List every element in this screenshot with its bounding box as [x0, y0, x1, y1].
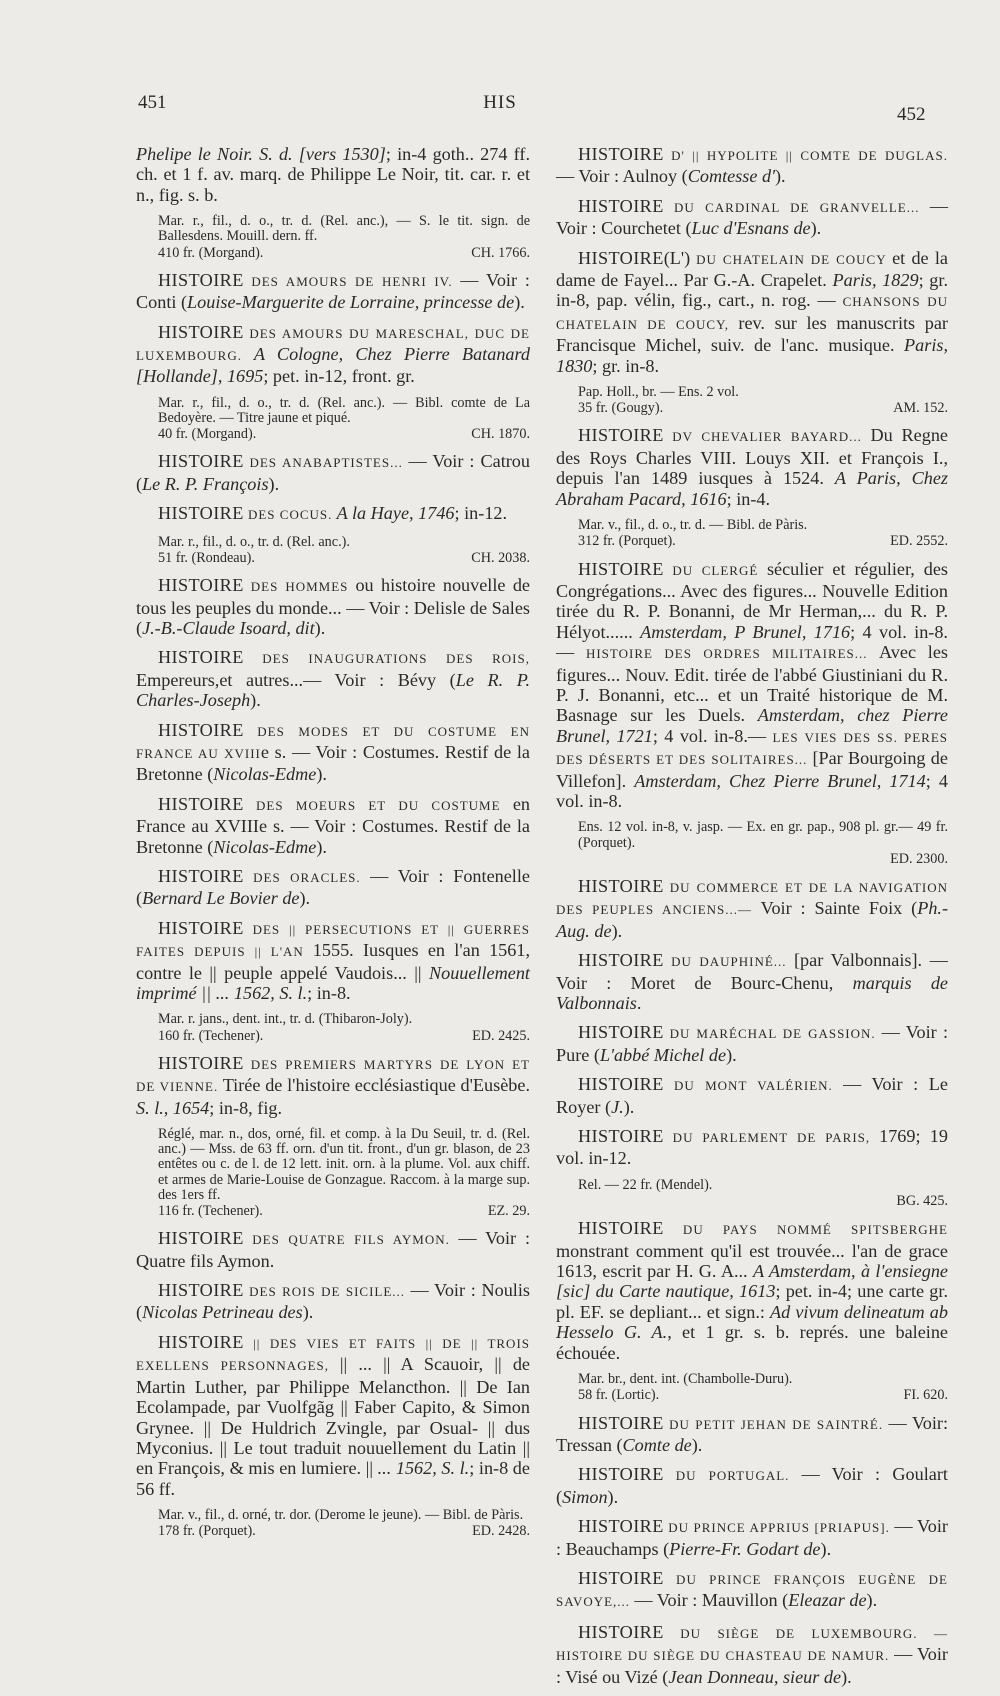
catalog-entry [136, 1228, 530, 1271]
entry-text [136, 503, 530, 525]
entry-heading: HISTOIRE [158, 575, 244, 596]
entry-segment: e s. — Voir : Costumes. Restif de la Bretonne ( [136, 741, 530, 785]
entry-segment: DES INAUGURATIONS DES ROIS, [243, 651, 530, 667]
right-page-number: 452 [897, 104, 926, 125]
running-head: HIS [483, 92, 517, 113]
sale-line [556, 1388, 948, 1403]
entry-segment: DU MARÉCHAL DE GASSION. [663, 1026, 882, 1042]
entry-segment: ; in-8, fig. [209, 1097, 283, 1118]
entry-text [556, 1126, 948, 1169]
entry-segment: Comtesse d' [687, 166, 775, 187]
entry-segment: ). [866, 1590, 878, 1611]
entry-heading: HISTOIRE [158, 793, 244, 814]
binding-note: Mar. r. jans., dent. int., tr. d. (Thibaron-Joly). [158, 1011, 413, 1028]
entry-segment: ; gr. in-8. [592, 355, 660, 376]
entry-segment: et de la dame de Fayel... Par G.-A. Crapelet. [556, 247, 948, 291]
entry-segment: DES AMOURS DE HENRI IV. [243, 273, 461, 289]
entry-segment: Pierre-Fr. Godart de [669, 1538, 821, 1559]
entry-segment: Nicolas Petrineau des [142, 1302, 303, 1323]
catalog-entry [556, 950, 948, 1013]
entry-segment: Bernard Le Bovier de [142, 888, 300, 909]
entry-text [136, 322, 530, 387]
sale-price: 116 fr. (Techener). [158, 1203, 263, 1220]
sale-price: 51 fr. (Rondeau). [158, 549, 255, 566]
entry-segment: DES HOMMES [243, 579, 356, 595]
entry-segment: ; pet. in-12, front. gr. [263, 366, 415, 387]
sale-price: 58 fr. (Lortic). [578, 1387, 660, 1404]
entry-text [556, 950, 948, 1013]
entry-heading: HISTOIRE [158, 647, 244, 668]
entry-text [556, 1464, 948, 1507]
page-header [0, 92, 1000, 125]
entry-segment: Eleazar de [788, 1590, 867, 1611]
entry-segment: monstrant comment qu'il est trouvée... l'an de grace 1613, escrit par H. G. A... [556, 1240, 948, 1282]
entry-heading: HISTOIRE [158, 1052, 244, 1073]
binding-note: Mar. r., fil., d. o., tr. d. (Rel. anc.). — Bibl. comte de La Bedoyère. — Titre jaune et piqué. [158, 394, 530, 427]
catalog-entry [136, 1053, 530, 1219]
entry-segment: DES ROIS DE SICILE... [243, 1284, 411, 1300]
entry-segment: DES ORACLES. [243, 869, 371, 885]
sale-reference: EZ. 29. [487, 1203, 530, 1220]
entry-heading: HISTOIRE [578, 1022, 664, 1043]
entry-segment: CHANSONS DU CHATELAIN DE COUCY, [556, 294, 948, 332]
entry-text [556, 425, 948, 509]
catalog-entry [556, 1413, 948, 1456]
entry-segment: — Voir : Conti ( [136, 269, 530, 313]
entry-segment: — Voir : Fontenelle ( [136, 865, 530, 909]
entry-heading: HISTOIRE [578, 195, 664, 216]
sale-reference: CH. 1766. [471, 244, 530, 261]
sale-price: 40 fr. (Morgand). [158, 426, 257, 443]
entry-segment: Voir : Sainte Foix ( [760, 898, 918, 919]
entry-segment: DES MODES ET DU COSTUME EN FRANCE AU XVIII [136, 723, 530, 761]
entry-heading: HISTOIRE [578, 558, 664, 579]
entry-segment: || ... || A Scauoir, || de Martin Luther, par Philippe Melancthon. || De Ian Ecolampade, par Vuolfgãg || Faber Capito, & Simon Grynee. || De Huldrich Zvingle, par Osual- || dus Myconius. || Le tout traduit nouuellement du Latin || en François, & mis en lumiere. || [136, 1354, 530, 1479]
entry-segment: [Par Bourgoing de Villefon]. [556, 748, 948, 791]
entry-segment: J.-B.-Claude Isoard, dit [142, 617, 315, 638]
entry-heading: HISTOIRE [158, 269, 244, 290]
entry-segment: Paris, 1830 [556, 335, 948, 376]
entry-text [136, 794, 530, 857]
entry-segment: DV CHEVALIER BAYARD... [663, 429, 871, 445]
entry-segment: Phelipe le Noir. S. d. [vers 1530] [136, 144, 386, 164]
entry-text [556, 1074, 948, 1117]
entry-heading: HISTOIRE [578, 1074, 664, 1095]
entry-heading: HISTOIRE [158, 1331, 244, 1352]
entry-segment: ; pet. in-4; une carte gr. pl. EF. se depliant... et sign.: [556, 1281, 948, 1322]
entry-segment: DU PRINCE FRANÇOIS EUGÈNE DE SAVOYE,... [556, 1571, 948, 1610]
entry-heading: HISTOIRE [158, 503, 244, 524]
entry-segment: ). [314, 617, 326, 638]
entry-segment: — Voir : Beauchamps ( [556, 1516, 948, 1559]
entry-heading: HISTOIRE [578, 247, 664, 268]
entry-segment: — Voir : Visé ou Vizé ( [556, 1644, 948, 1687]
entry-segment: ). [810, 218, 822, 239]
catalog-entry [136, 1280, 530, 1323]
entry-text [136, 1228, 530, 1271]
entry-segment: ). [611, 920, 623, 941]
entry-heading: HISTOIRE [578, 1126, 664, 1147]
entry-segment: ... 1562, S. l. [377, 1458, 470, 1479]
entry-segment: ). [841, 1666, 852, 1687]
entry-segment: Nicolas-Edme [213, 836, 317, 857]
sale-line [136, 246, 530, 261]
entry-heading: HISTOIRE [578, 1464, 664, 1485]
binding-note: Mar. r., fil., d. o., tr. d. (Rel. anc.), — S. le tit. sign. de Ballesdens. Mouill. dern. ff. [158, 213, 530, 245]
entry-segment: ; 4 vol. in-8.— [652, 725, 773, 746]
entry-segment: ). [607, 1486, 619, 1507]
sale-line [556, 401, 948, 416]
entry-segment: ). [514, 292, 525, 313]
catalog-entry [136, 866, 530, 909]
entry-segment: Amsterdam, Chez Pierre Brunel, 1714 [634, 770, 926, 791]
catalog-entry [556, 1464, 948, 1507]
entry-text [556, 248, 948, 376]
entry-text [136, 647, 530, 710]
entry-segment: Empereurs,et autres...— Voir : Bévy ( [136, 669, 456, 690]
entry-text [556, 559, 948, 812]
entry-segment: ; 4 vol. in-8. [556, 770, 948, 811]
sale-line [556, 534, 948, 549]
entry-segment: DU PARLEMENT DE PARIS, [663, 1130, 880, 1146]
entry-segment: — Voir: Tressan ( [556, 1412, 948, 1455]
sale-reference: ED. 2425. [472, 1027, 530, 1044]
entry-text [556, 1413, 948, 1456]
entry-segment: DES ANABAPTISTES... [243, 455, 409, 471]
entry-segment: ; in-4 goth.. 274 ff. ch. et 1 f. av. marq. de Philippe Le Noir, tit. car. r. et n., fig. s. b. [136, 144, 530, 205]
entry-segment: — Voir : Courchetet ( [556, 195, 948, 239]
sale-line [136, 551, 530, 566]
entry-segment: A Amsterdam, à l'ensiegne [sic] du Carte nautique, 1613 [556, 1261, 948, 1302]
entry-segment: DU PORTUGAL. [663, 1468, 802, 1484]
entry-segment: L'abbé Michel de [599, 1044, 727, 1065]
entry-heading: HISTOIRE [158, 451, 244, 472]
entry-segment: Tirée de l'histoire ecclésiastique d'Eusèbe. [222, 1075, 530, 1096]
binding-note: Mar. v., fil., d. orné, tr. dor. (Derome le jeune). — Bibl. de Pàris. [158, 1507, 524, 1524]
binding-note: Mar. r., fil., d. o., tr. d. (Rel. anc.). [158, 533, 350, 550]
entry-segment: DES AMOURS DU MARESCHAL, DUC DE LUXEMBOURG. [136, 325, 530, 364]
entry-text [136, 1053, 530, 1118]
sale-reference: CH. 1870. [471, 426, 530, 443]
entry-segment: Nouuellement imprimé || ... 1562, S. l. [136, 962, 530, 1003]
entry-segment: DU PAYS NOMMÉ SPITSBERGHE [663, 1222, 948, 1238]
catalog-entry [136, 322, 530, 443]
catalog-entry [556, 1126, 948, 1209]
entry-segment: A Cologne, Chez Pierre Batanard [253, 344, 531, 365]
catalog-entry [136, 451, 530, 494]
entry-heading: HISTOIRE [578, 875, 664, 896]
entry-segment: DU MONT VALÉRIEN. [663, 1078, 844, 1094]
sale-reference: CH. 2038. [471, 549, 530, 566]
catalog-entry [136, 144, 530, 261]
sale-line [556, 1194, 948, 1209]
left-page-number: 451 [138, 92, 167, 113]
entry-segment: — Voir : Goulart ( [556, 1464, 948, 1507]
entry-heading: HISTOIRE [158, 719, 244, 740]
sale-price: 410 fr. (Morgand). [158, 244, 264, 261]
entry-text [136, 866, 530, 909]
entry-segment: ; in-12. [454, 503, 508, 524]
binding-note: Rel. — 22 fr. (Mendel). [578, 1176, 713, 1193]
entry-heading: HISTOIRE [158, 321, 244, 342]
entry-segment: Comte de [622, 1434, 692, 1455]
entry-segment: D' || HYPOLITE || COMTE DE DUGLAS. [663, 148, 948, 163]
entry-segment: ou histoire nouvelle de tous les peuples du monde... — Voir : Delisle de Sales ( [136, 575, 530, 638]
sale-line [136, 1029, 530, 1044]
catalog-entry [556, 559, 948, 867]
entry-segment: DU CHATELAIN DE COUCY [690, 251, 893, 267]
sale-reference: ED. 2428. [472, 1523, 530, 1540]
catalog-entry [556, 1516, 948, 1559]
entry-text [556, 876, 948, 941]
entry-segment: || DES VIES ET FAITS || DE || TROIS EXELLENS PERSONNAGES, [136, 1335, 530, 1374]
entry-segment: ; in-8. [307, 983, 351, 1003]
entry-segment: , et 1 gr. s. b. représ. une baleine échouée. [556, 1322, 948, 1363]
entry-segment: DU PETIT JEHAN DE SAINTRÉ. [663, 1416, 889, 1432]
catalog-entry [556, 1622, 948, 1687]
entry-text [556, 196, 948, 239]
entry-segment: — Voir : Noulis ( [136, 1280, 530, 1323]
entry-segment: Avec les figures... Nouv. Edit. tirée de l'abbé Giustiniani du R. P. J. Bonanni, etc... et un Traité historique de M. Basnage sur les Duels. [556, 642, 949, 726]
entry-segment: DES PREMIERS MARTYRS DE LYON ET DE VIENNE. [136, 1056, 530, 1095]
entry-heading: HISTOIRE [578, 1567, 664, 1588]
catalog-entry [556, 876, 948, 941]
entry-segment: Nicolas-Edme [213, 764, 317, 785]
entry-segment: A la Haye, 1746 [336, 503, 455, 524]
entry-segment: DU CLERGÉ [663, 562, 767, 578]
catalog-entry [556, 196, 948, 239]
entry-segment: Ph.-Aug. de [556, 898, 949, 941]
entry-segment: — Voir : Le Royer ( [556, 1074, 948, 1117]
entry-text [136, 144, 530, 205]
catalog-entry [136, 575, 530, 638]
catalog-entry [136, 918, 530, 1044]
entry-segment: ; gr. in-8, pap. vélin, fig., cart., n. rog. — [556, 270, 948, 311]
left-column [136, 144, 530, 1549]
entry-segment: Simon [562, 1486, 608, 1507]
entry-segment: Ad vivum delineatum ab Hesselo G. A. [556, 1301, 948, 1343]
entry-heading: HISTOIRE [578, 425, 664, 446]
sale-reference: ED. 2552. [890, 533, 948, 550]
entry-heading: HISTOIRE [578, 1218, 664, 1239]
entry-segment: ). [820, 1538, 832, 1559]
entry-segment: 1555. Iusques en l'an 1561, contre le || peuple appelé Vaudois... || [136, 940, 530, 983]
entry-segment: A Paris, Chez Abraham Pacard, 1616 [556, 468, 948, 509]
catalog-entry [556, 248, 948, 417]
entry-segment: ; 4 vol. in-8. — [556, 621, 948, 663]
entry-segment: DU CARDINAL DE GRANVELLE... [663, 199, 930, 215]
entry-text [556, 1218, 948, 1363]
entry-segment: ). [299, 888, 311, 909]
entry-segment: séculier et régulier, des Congrégations... Avec des figures... Nouvelle Edition tirée du R. P. Bonanni, de Mr Herman,... du R. P. Hélyot...... [556, 558, 948, 642]
entry-segment: . [636, 993, 642, 1014]
binding-note: Mar. v., fil., d. o., tr. d. — Bibl. de Pàris. [578, 517, 808, 534]
binding-note: Réglé, mar. n., dos, orné, fil. et comp. à la Du Seuil, tr. d. (Rel. anc.) — Mss. de 63 ff. orn. d'un tit. front., d'un gr. blason, de 23 entêtes ou c. de l. de 12 lett. init. orn. à la plume. Vol. aux chiff. et armes de Marie-Louise de Gonzague. Raccom. à la marge sup. des 1ers ff. [158, 1126, 530, 1203]
entry-segment: Jean Donneau, sieur de [668, 1666, 842, 1687]
entry-segment: ). [302, 1302, 314, 1323]
sale-price: 312 fr. (Porquet). [578, 533, 676, 550]
sale-price: 178 fr. (Porquet). [158, 1523, 256, 1540]
sale-price: 35 fr. (Gougy). [578, 400, 664, 417]
entry-text [556, 1516, 948, 1559]
sale-reference: FI. 620. [903, 1387, 948, 1404]
entry-heading: HISTOIRE [158, 917, 244, 938]
entry-segment: DU SIÈGE DE LUXEMBOURG. — HISTOIRE DU SIÈGE DU CHASTEAU DE NAMUR. [556, 1625, 948, 1664]
entry-segment: ). [623, 1096, 635, 1117]
entry-segment: — Voir : Aulnoy ( [556, 166, 688, 187]
entry-text [556, 1568, 948, 1613]
entry-segment: ). [250, 690, 261, 711]
entry-segment: Amsterdam, P Brunel, 1716 [640, 621, 851, 642]
entry-segment: rev. sur les manuscrits par Francisque Michel, suiv. de l'anc. musique. [556, 312, 948, 356]
catalog-entry [556, 1022, 948, 1065]
catalog-entry [136, 503, 530, 566]
entry-segment: DES COCUS. [243, 507, 337, 523]
entry-heading: HISTOIRE [158, 1280, 244, 1301]
entry-segment: DES || PERSECUTIONS ET || GUERRES FAITES DEPUIS || L'AN [136, 921, 530, 960]
entry-text [136, 575, 530, 638]
binding-note: Ens. 12 vol. in-8, v. jasp. — Ex. en gr. pap., 908 pl. gr.— 49 fr. (Porquet). [578, 819, 948, 851]
entry-text [136, 270, 530, 313]
entry-heading: HISTOIRE [158, 865, 244, 886]
entry-segment: 1769; 19 vol. in-12. [556, 1126, 948, 1169]
entry-segment: ; in-8 de 56 ff. [136, 1458, 530, 1499]
catalog-entry [556, 1568, 948, 1613]
entry-segment: ). [726, 1044, 737, 1065]
entry-segment: marquis de Valbonnais [556, 972, 948, 1014]
catalog-entry [556, 144, 948, 187]
sale-reference: ED. 2300. [890, 850, 948, 867]
entry-segment: en France au XVIIIe s. — Voir : Costumes. Restif de la Bretonne ( [136, 793, 530, 857]
entry-segment: — Voir : Catrou ( [136, 451, 530, 494]
binding-note: Pap. Holl., br. — Ens. 2 vol. [578, 384, 739, 401]
entry-segment: DES MOEURS ET DU COSTUME [243, 797, 513, 813]
catalog-entry [556, 1218, 948, 1403]
entry-segment: — Voir : Mauvillon ( [634, 1590, 789, 1611]
entry-segment: [Hollande], 1695 [136, 366, 264, 387]
entry-text [136, 451, 530, 494]
entry-text [136, 1280, 530, 1323]
sale-price: 160 fr. (Techener). [158, 1027, 264, 1044]
sale-line [136, 1204, 530, 1219]
catalog-entry [136, 1332, 530, 1540]
sale-reference: AM. 152. [893, 400, 948, 417]
entry-segment: ). [268, 473, 280, 494]
catalog-entry [136, 720, 530, 785]
entry-segment: Le R. P. François [142, 473, 269, 494]
entry-segment: Amsterdam, chez Pierre Brunel, 1721 [556, 705, 949, 746]
entry-segment: LES VIES DES SS. PERES DES DÉSERTS ET DES SOLITAIRES... [556, 729, 949, 768]
catalog-entry [556, 425, 948, 549]
entry-segment: ). [691, 1434, 703, 1455]
entry-text [556, 144, 948, 187]
entry-segment: DES QUATRE FILS AYMON. [243, 1232, 459, 1248]
catalog-entry [136, 647, 530, 710]
entry-text [136, 918, 530, 1004]
entry-segment: DU DAUPHINÉ... [663, 954, 794, 970]
entry-segment: — Voir : Pure ( [556, 1022, 948, 1065]
entry-segment: S. l., 1654 [136, 1097, 210, 1118]
sale-line [556, 852, 948, 867]
entry-heading: HISTOIRE [158, 1228, 244, 1249]
entry-segment: ). [774, 166, 786, 187]
entry-heading: HISTOIRE [578, 950, 664, 971]
entry-segment: Du Regne des Roys Charles VIII. Louys XII. et François I., depuis l'an 1489 iusques à 1524. [556, 425, 948, 489]
entry-segment: Le R. P. Charles-Joseph [136, 669, 531, 711]
entry-segment: [par Valbonnais]. — Voir : Moret de Bourc-Chenu, [556, 950, 948, 993]
entry-segment: DU COMMERCE ET DE LA NAVIGATION DES PEUPLES ANCIENS...— [556, 879, 948, 918]
catalog-entry [136, 794, 530, 857]
entry-segment: (L') [663, 247, 691, 268]
entry-segment: Louise-Marguerite de Lorraine, princesse de [187, 292, 515, 313]
entry-heading: HISTOIRE [578, 1621, 664, 1642]
catalog-entry [556, 1074, 948, 1117]
entry-segment: ). [316, 836, 327, 857]
entry-segment: J. [611, 1096, 624, 1117]
sale-line [136, 1524, 530, 1539]
entry-heading: HISTOIRE [578, 144, 664, 164]
entry-segment: ). [316, 764, 327, 785]
entry-segment: Paris, 1829 [832, 270, 919, 291]
entry-segment: DU PRINCE APPRIUS [PRIAPUS]. [663, 1520, 895, 1536]
binding-note: Mar. br., dent. int. (Chambolle-Duru). [578, 1371, 793, 1388]
entry-segment: ; in-4. [726, 488, 771, 509]
entry-text [136, 720, 530, 785]
entry-segment: — Voir : Quatre fils Aymon. [136, 1228, 530, 1271]
sale-line [136, 427, 530, 442]
entry-text [556, 1022, 948, 1065]
sale-reference: BG. 425. [896, 1193, 948, 1210]
entry-heading: HISTOIRE [578, 1412, 664, 1433]
entry-segment: Luc d'Esnans de [691, 218, 811, 239]
catalog-entry [136, 270, 530, 313]
entry-segment: HISTOIRE DES ORDRES MILITAIRES... [585, 646, 880, 662]
entry-text [556, 1622, 948, 1687]
entry-heading: HISTOIRE [578, 1516, 664, 1537]
right-column [556, 144, 948, 1696]
entry-text [136, 1332, 530, 1499]
